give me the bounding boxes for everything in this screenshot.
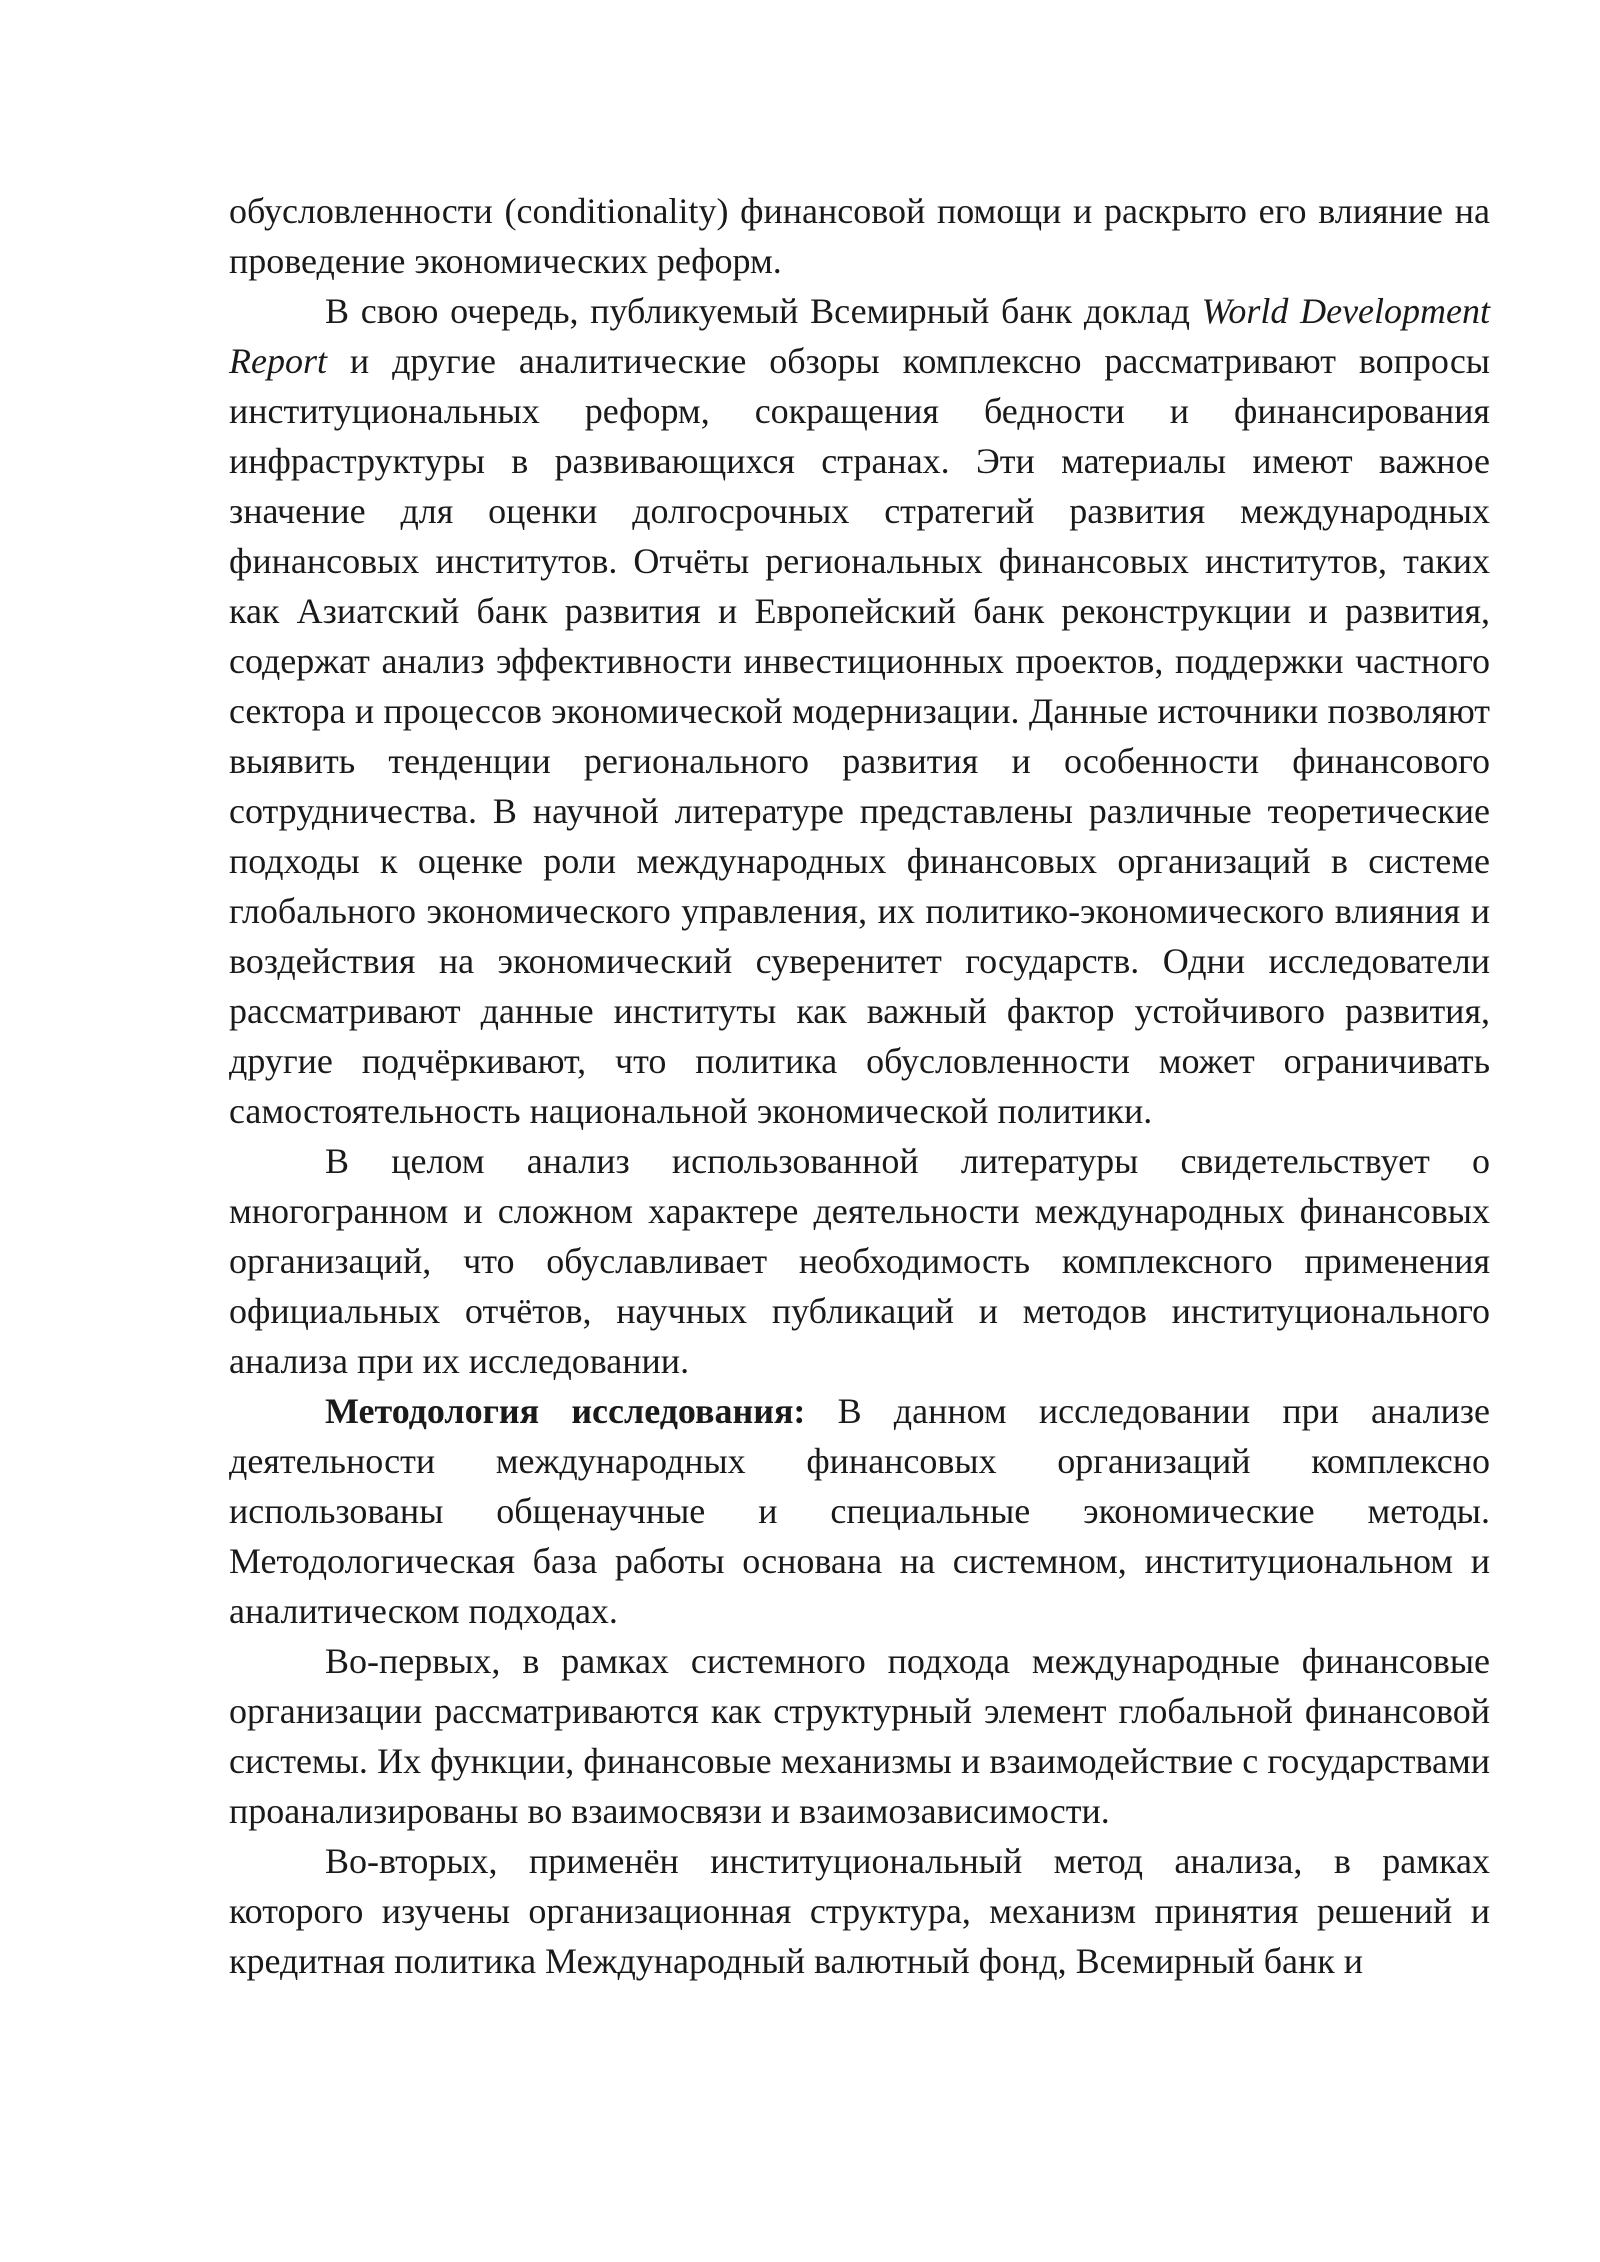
paragraph-4-rest: В данном исследовании при анализе деятельности международных финансовых организаций комплексно использованы общенаучные и специальные экономические методы. Методологическая база работы основана на системном, институциональном и аналитическом подходах. (229, 1391, 1490, 1631)
document-page (229, 186, 1490, 1986)
paragraph-1 (229, 186, 1490, 286)
paragraph-6 (229, 1836, 1490, 1986)
paragraph-3-text: В целом анализ использованной литературы свидетельствует о многогранном и сложном характере деятельности международных финансовых организаций, что обуславливает необходимость комплексного применения официальных отчётов, научных публикаций и методов институционального анализа при их исследовании. (229, 1141, 1490, 1381)
paragraph-1-text: обусловленности (conditionality) финансовой помощи и раскрыто его влияние на проведение экономических реформ. (229, 191, 1490, 281)
paragraph-3 (229, 1136, 1490, 1386)
report-title: World Development Report (229, 291, 1491, 381)
paragraph-2-lead: В свою очередь, публикуемый Всемирный банк доклад (325, 291, 1202, 331)
paragraph-2 (229, 286, 1490, 1136)
paragraph-4 (229, 1386, 1490, 1636)
paragraph-2-rest: и другие аналитические обзоры комплексно рассматривают вопросы институциональных реформ, сокращения бедности и финансирования инфраструктуры в развивающихся странах. Эти материалы имеют важное значение для оценки долгосрочных стратегий развития международных финансовых институтов. Отчёты региональных финансовых институтов, таких как Азиатский банк развития и Европейский банк реконструкции и развития, содержат анализ эффективности инвестиционных проектов, поддержки частного сектора и процессов экономической модернизации. Данные источники позволяют выявить тенденции регионального развития и особенности финансового сотрудничества. В научной литературе представлены различные теоретические подходы к оценке роли международных финансовых организаций в системе глобального экономического управления, их политико-экономического влияния и воздействия на экономический суверенитет государств. Одни исследователи рассматривают данные институты как важный фактор устойчивого развития, другие подчёркивают, что политика обусловленности может ограничивать самостоятельность национальной экономической политики. (229, 341, 1490, 1131)
methodology-heading: Методология исследования: (325, 1391, 806, 1431)
paragraph-6-text: Во-вторых, применён институциональный метод анализа, в рамках которого изучены организационная структура, механизм принятия решений и кредитная политика Международный валютный фонд, Всемирный банк и (229, 1841, 1490, 1981)
paragraph-5-text: Во-первых, в рамках системного подхода международные финансовые организации рассматриваются как структурный элемент глобальной финансовой системы. Их функции, финансовые механизмы и взаимодействие с государствами проанализированы во взаимосвязи и взаимозависимости. (229, 1641, 1490, 1831)
paragraph-5 (229, 1636, 1490, 1836)
